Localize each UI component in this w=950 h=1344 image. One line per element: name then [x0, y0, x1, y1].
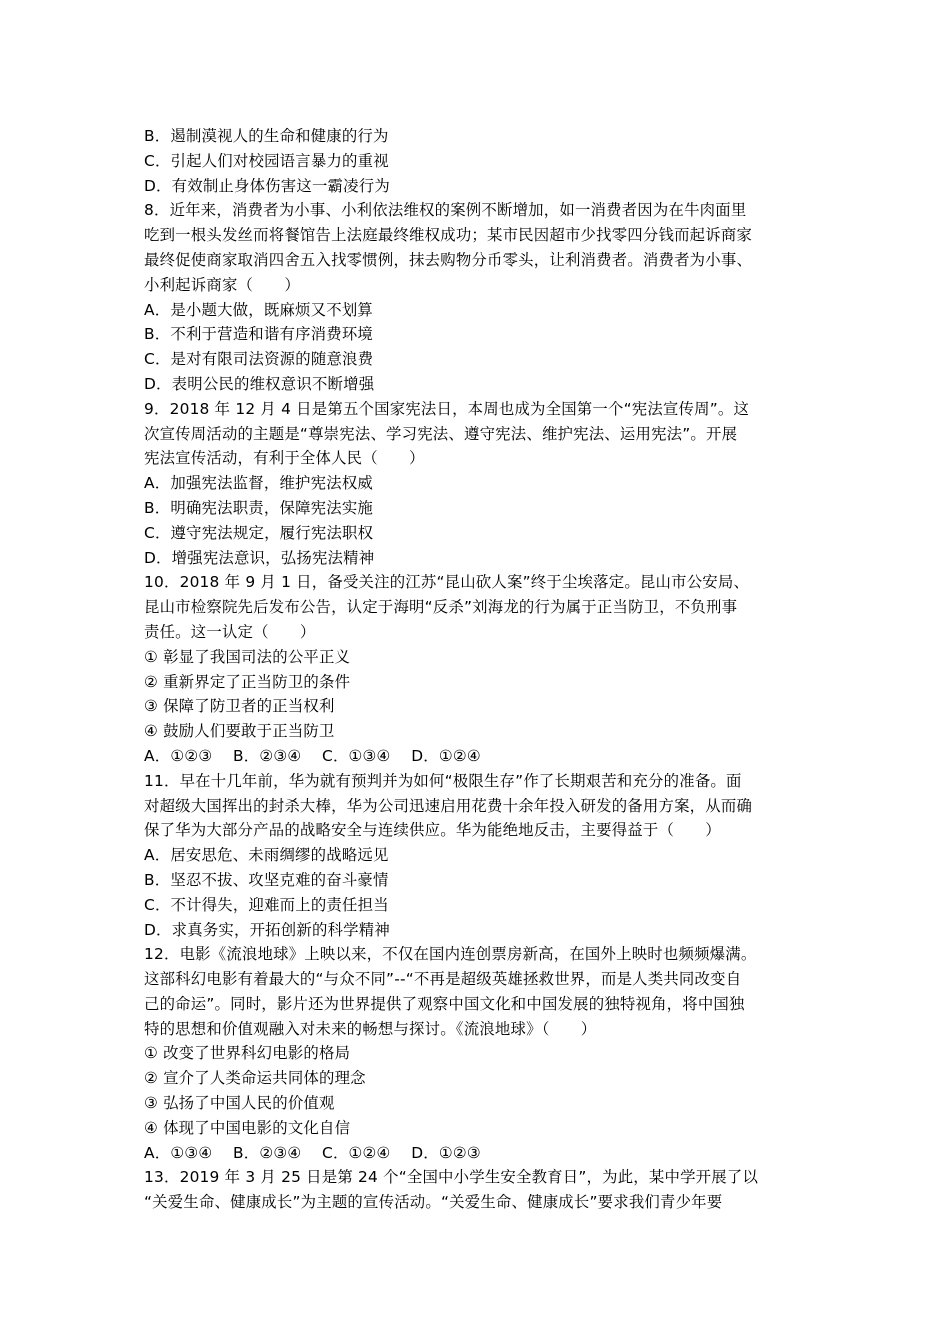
question-stem-line: 吃到一根头发丝而将餐馆告上法庭最终维权成功；某市民因超市少找零四分钱而起诉商家 — [144, 226, 753, 245]
option-c: C．是对有限司法资源的随意浪费 — [144, 350, 374, 369]
question-stem-line: 12．电影《流浪地球》上映以来，不仅在国内连创票房新高，在国外上映时也频频爆满。 — [144, 945, 757, 964]
question-stem-line: 这部科幻电影有着最大的“与众不同”--“不再是超级英雄拯救世界，而是人类共同改变自 — [144, 970, 742, 989]
option-b: B．遏制漠视人的生命和健康的行为 — [144, 127, 389, 145]
option-b: B．不利于营造和谐有序消费环境 — [144, 325, 374, 344]
question-stem-line: 8．近年来，消费者为小事、小利依法维权的案例不断增加，如一消费者因为在牛肉面里 — [144, 201, 747, 220]
question-stem-line: 责任。这一认定（ ） — [144, 622, 316, 641]
option-c: C．引起人们对校园语言暴力的重视 — [144, 151, 389, 170]
option-d: D．表明公民的维权意识不断增强 — [144, 374, 375, 393]
question-stem-line: 昆山市检察院先后发布公告，认定于海明“反杀”刘海龙的行为属于正当防卫，不负刑事 — [144, 598, 738, 617]
question-stem-line: 小利起诉商家（ ） — [144, 275, 300, 294]
option-b: B．坚忍不拔、攻坚克难的奋斗豪情 — [144, 870, 389, 889]
statement-4: ④ 鼓励人们要敢于正当防卫 — [144, 722, 335, 741]
statement-1: ① 彰显了我国司法的公平正义 — [144, 647, 351, 666]
exam-page — [144, 124, 812, 1215]
question-12 — [144, 942, 812, 1165]
question-stem-line: 特的思想和价值观融入对未来的畅想与探讨。《流浪地球》（ ） — [144, 1019, 597, 1038]
question-8 — [144, 198, 812, 396]
question-stem-line: 9．2018 年 12 月 4 日是第五个国家宪法日，本周也成为全国第一个“宪法宣传周”。这 — [144, 399, 750, 418]
statement-1: ① 改变了世界科幻电影的格局 — [144, 1044, 351, 1063]
option-d: D．有效制止身体伤害这一霸凌行为 — [144, 176, 390, 195]
option-a: A．居安思危、未雨绸缪的战略远见 — [144, 846, 389, 865]
statement-2: ② 宣介了人类命运共同体的理念 — [144, 1069, 366, 1088]
question-stem-line: 对超级大国挥出的封杀大棒，华为公司迅速启用花费十余年投入研发的备用方案，从而确 — [144, 796, 753, 815]
question-stem-line: 保了华为大部分产品的战略安全与连续供应。华为能绝地反击，主要得益于（ ） — [144, 821, 721, 840]
question-stem-line: 己的命运”。同时，影片还为世界提供了观察中国文化和中国发展的独特视角，将中国独 — [144, 994, 745, 1013]
statement-3: ③ 保障了防卫者的正当权利 — [144, 697, 335, 716]
option-c: C．遵守宪法规定，履行宪法职权 — [144, 523, 374, 542]
question-stem-line: 次宣传周活动的主题是“尊崇宪法、学习宪法、遵守宪法、维护宪法、运用宪法”。开展 — [144, 424, 738, 443]
answer-choices: A．①③④ B．②③④ C．①②④ D．①②③ — [144, 1143, 481, 1162]
question-stem-line: “关爱生命、健康成长”为主题的宣传活动。“关爱生命、健康成长”要求我们青少年要 — [144, 1193, 723, 1212]
option-d: D．求真务实，开拓创新的科学精神 — [144, 920, 390, 939]
answer-choices: A．①②③ B．②③④ C．①③④ D．①②④ — [144, 746, 481, 765]
question-stem-line: 宪法宣传活动，有利于全体人民（ ） — [144, 449, 425, 468]
statement-4: ④ 体现了中国电影的文化自信 — [144, 1118, 351, 1137]
question-stem-line: 13．2019 年 3 月 25 日是第 24 个“全国中小学生安全教育日”，为此，某中学开展了以 — [144, 1168, 759, 1187]
option-a: A．加强宪法监督，维护宪法权威 — [144, 474, 373, 493]
question-11 — [144, 769, 812, 943]
question-stem-line: 11．早在十几年前，华为就有预判并为如何“极限生存”作了长期艰苦和充分的准备。面 — [144, 771, 742, 790]
question-stem-line: 最终促使商家取消四舍五入找零惯例，抹去购物分币零头，让利消费者。消费者为小事、 — [144, 250, 753, 269]
question-10 — [144, 570, 812, 768]
statement-3: ③ 弘扬了中国人民的价值观 — [144, 1094, 335, 1113]
question-9 — [144, 397, 812, 571]
option-c: C．不计得失，迎难而上的责任担当 — [144, 895, 389, 914]
option-b: B．明确宪法职责，保障宪法实施 — [144, 498, 374, 517]
option-d: D．增强宪法意识，弘扬宪法精神 — [144, 548, 375, 567]
question-stem-line: 10．2018 年 9 月 1 日，备受关注的江苏“昆山砍人案”终于尘埃落定。昆山市公安局、 — [144, 573, 750, 592]
statement-2: ② 重新界定了正当防卫的条件 — [144, 672, 351, 691]
question-13 — [144, 1165, 812, 1215]
option-a: A．是小题大做，既麻烦又不划算 — [144, 300, 373, 319]
previous-question-options — [144, 124, 812, 198]
